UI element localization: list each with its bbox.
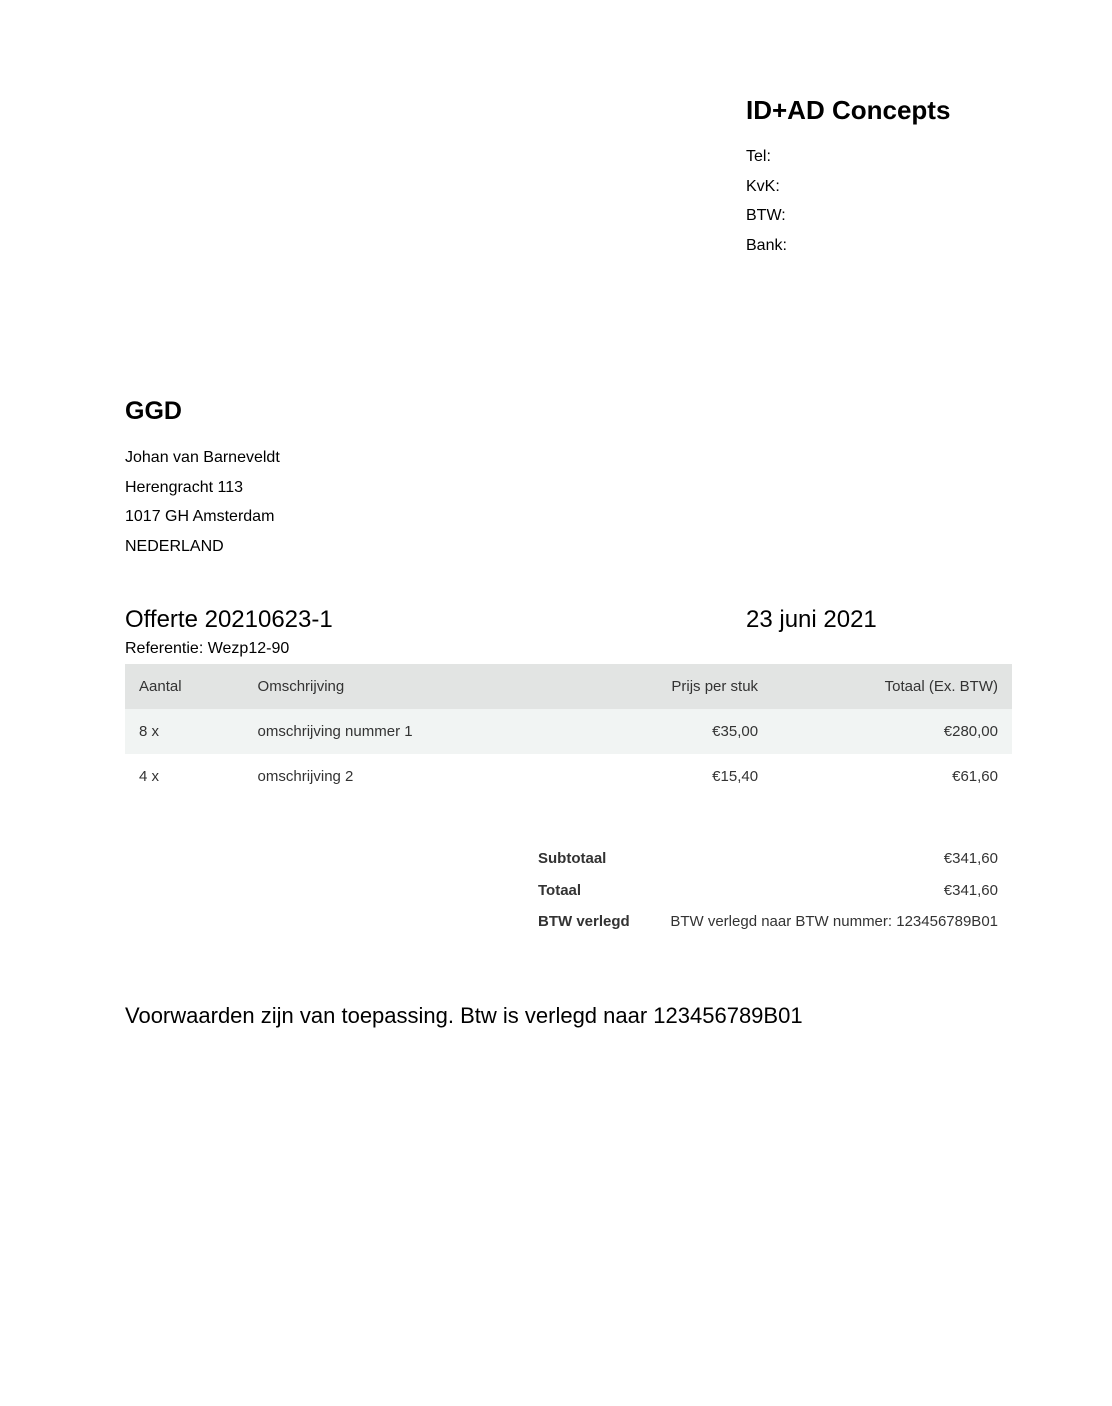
vat-reverse-row (538, 906, 998, 938)
row-unit-price: €15,40 (712, 768, 759, 785)
company-block (746, 92, 1076, 261)
client-block (125, 393, 625, 562)
table-row (125, 754, 1012, 799)
quote-title: Offerte 20210623-1 (125, 606, 333, 633)
vat-reverse-value: BTW verlegd naar BTW nummer: 123456789B01 (670, 913, 998, 931)
header-qty: Aantal (139, 678, 182, 695)
quote-date: 23 juni 2021 (746, 606, 877, 633)
quote-reference: Referentie: Wezp12-90 (125, 640, 290, 657)
subtotal-value: €341,60 (943, 850, 998, 868)
company-name: ID+AD Concepts (746, 95, 951, 125)
subtotal-label: Subtotaal (538, 850, 607, 868)
row-unit-price: €35,00 (712, 723, 759, 740)
client-name: GGD (125, 397, 182, 425)
client-address (125, 443, 625, 562)
row-qty: 8 x (139, 723, 160, 740)
row-total: €61,60 (952, 768, 998, 785)
header-total: Totaal (Ex. BTW) (884, 678, 998, 695)
client-street: Herengracht 113 (125, 478, 243, 496)
company-bank: Bank: (746, 237, 787, 255)
row-total: €280,00 (943, 723, 998, 740)
row-description: omschrijving nummer 1 (257, 723, 413, 740)
total-row (538, 875, 998, 907)
line-items-table (125, 664, 1012, 799)
total-label: Totaal (538, 881, 582, 899)
company-kvk: KvK: (746, 177, 780, 195)
company-btw: BTW: (746, 207, 786, 225)
totals-table (538, 843, 998, 938)
total-value: €341,60 (943, 881, 998, 899)
client-city: 1017 GH Amsterdam (125, 508, 275, 526)
row-qty: 4 x (139, 768, 160, 785)
company-phone: Tel: (746, 148, 771, 165)
header-unit-price: Prijs per stuk (671, 678, 759, 695)
terms-text: Voorwaarden zijn van toepassing. Btw is verlegd naar 123456789B01 (125, 1003, 803, 1028)
row-description: omschrijving 2 (257, 768, 354, 785)
company-details (746, 142, 1076, 261)
subtotal-row (538, 843, 998, 875)
vat-reverse-label: BTW verlegd (538, 913, 630, 931)
client-contact: Johan van Barneveldt (125, 449, 280, 466)
client-country: NEDERLAND (125, 538, 224, 556)
table-header-row (125, 664, 1012, 709)
header-description: Omschrijving (257, 678, 345, 695)
table-row (125, 709, 1012, 754)
